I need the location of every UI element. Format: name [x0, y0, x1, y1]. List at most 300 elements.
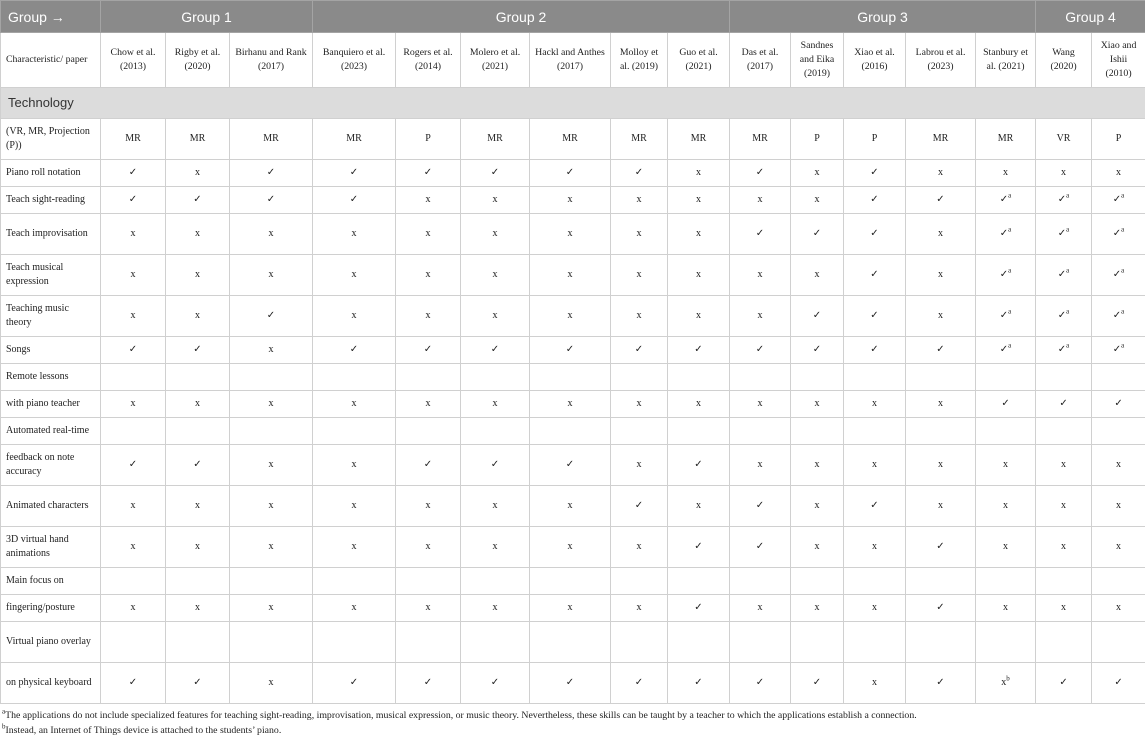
table-row: [1, 663, 1145, 704]
table-cell: [906, 296, 976, 337]
cell-value: ✓: [634, 344, 644, 355]
cell-value: x: [425, 541, 431, 552]
cell-value: x: [130, 602, 136, 613]
cell-value: x: [351, 228, 357, 239]
table-cell: [530, 119, 611, 160]
cell-value: x: [492, 398, 498, 409]
table-cell: [313, 187, 396, 214]
table-cell: [844, 445, 906, 486]
cell-value: x: [1003, 167, 1009, 178]
table-cell: [396, 445, 461, 486]
cell-value: ✓: [423, 167, 433, 178]
table-row: [1, 622, 1145, 663]
table-cell: [730, 364, 791, 391]
table-cell: [1092, 486, 1145, 527]
table-row: [1, 486, 1145, 527]
table-cell: [791, 418, 844, 445]
table-cell: [668, 527, 730, 568]
table-cell: [530, 622, 611, 663]
table-cell: [313, 418, 396, 445]
table-cell: [1036, 337, 1092, 364]
cell-value: MR: [752, 133, 768, 144]
table-cell: [101, 119, 166, 160]
table-cell: [396, 364, 461, 391]
cell-value: x: [130, 228, 136, 239]
table-cell: [976, 255, 1036, 296]
table-cell: [730, 187, 791, 214]
cell-value: x: [268, 344, 274, 355]
table-cell: [791, 214, 844, 255]
table-cell: [611, 296, 668, 337]
cell-value: x: [268, 602, 274, 613]
row-label: fingering/posture: [1, 595, 101, 622]
cell-value: ✓: [694, 344, 703, 355]
table-cell: [313, 364, 396, 391]
table-cell: [844, 595, 906, 622]
table-cell: [791, 595, 844, 622]
cell-value: MR: [997, 133, 1014, 144]
table-cell: [313, 527, 396, 568]
footnotes: [2, 709, 1142, 738]
table-cell: [101, 255, 166, 296]
table-cell: [668, 214, 730, 255]
table-cell: [1092, 527, 1145, 568]
cell-value: x: [195, 602, 200, 613]
cell-value: x: [195, 269, 200, 280]
table-cell: [461, 622, 530, 663]
cell-value: MR: [487, 133, 503, 144]
cell-value: MR: [263, 133, 279, 144]
footnote-marker: a: [1008, 307, 1012, 316]
table-row: [1, 391, 1145, 418]
cell-value: x: [567, 398, 573, 409]
table-cell: [730, 622, 791, 663]
cell-value: ✓: [266, 167, 276, 178]
footnote-a: [2, 709, 1142, 724]
cell-value: x: [1116, 541, 1122, 552]
cell-value: x: [1116, 602, 1122, 613]
cell-value: ✓: [634, 167, 644, 178]
table-cell: [611, 160, 668, 187]
table-cell: [668, 622, 730, 663]
cell-value: ✓: [193, 194, 202, 205]
cell-value: x: [636, 269, 642, 280]
table-cell: [1036, 255, 1092, 296]
table-cell: [611, 391, 668, 418]
group-2-cell: Group 2: [313, 1, 730, 33]
table-cell: [1036, 160, 1092, 187]
cell-value: ✓: [755, 167, 765, 178]
table-cell: [230, 187, 313, 214]
cell-value: ✓: [1112, 194, 1122, 205]
cell-value: ✓: [999, 228, 1009, 239]
table-cell: [976, 364, 1036, 391]
table-row: [1, 214, 1145, 255]
cell-value: ✓: [694, 677, 703, 688]
cell-value: ✓: [349, 677, 359, 688]
table-cell: [166, 622, 230, 663]
table-cell: [101, 568, 166, 595]
table-cell: [668, 568, 730, 595]
table-cell: [844, 568, 906, 595]
cell-value: ✓: [1057, 194, 1067, 205]
cell-value: ✓: [490, 459, 500, 470]
row-label: on physical keyboard: [1, 663, 101, 704]
cell-value: MR: [932, 133, 949, 144]
table-cell: [611, 622, 668, 663]
table-cell: [313, 337, 396, 364]
cell-value: ✓: [128, 459, 138, 470]
cell-value: P: [814, 133, 820, 144]
cell-value: ✓: [936, 602, 945, 613]
paper-header-cell: Sandnes and Eika (2019): [791, 33, 844, 88]
table-cell: [906, 663, 976, 704]
paper-header-cell: Molero et al. (2021): [461, 33, 530, 88]
cell-value: x: [130, 398, 136, 409]
cell-value: ✓: [490, 677, 500, 688]
table-cell: [668, 663, 730, 704]
cell-value: x: [1116, 167, 1122, 178]
cell-value: x: [492, 500, 498, 511]
cell-value: ✓: [128, 677, 138, 688]
table-cell: [611, 255, 668, 296]
table-cell: [166, 663, 230, 704]
cell-value: x: [938, 500, 943, 511]
footnote-marker: a: [1008, 225, 1012, 234]
table-cell: [230, 568, 313, 595]
table-cell: [1092, 296, 1145, 337]
row-label: Automated real-time: [1, 418, 101, 445]
table-cell: [461, 255, 530, 296]
table-cell: [461, 486, 530, 527]
cell-value: x: [872, 398, 877, 409]
table-cell: [101, 445, 166, 486]
table-cell: [730, 527, 791, 568]
table-cell: [166, 214, 230, 255]
table-cell: [730, 486, 791, 527]
table-cell: [791, 445, 844, 486]
cell-value: ✓: [423, 344, 433, 355]
table-cell: [230, 663, 313, 704]
table-cell: [844, 187, 906, 214]
table-cell: [976, 391, 1036, 418]
cell-value: x: [696, 398, 701, 409]
paper-header-cell: Hackl and Anthes (2017): [530, 33, 611, 88]
table-cell: [461, 160, 530, 187]
table-cell: [976, 418, 1036, 445]
table-cell: [906, 214, 976, 255]
cell-value: x: [814, 269, 820, 280]
table-cell: [1036, 445, 1092, 486]
table-cell: [1036, 214, 1092, 255]
table-cell: [906, 486, 976, 527]
table-cell: [166, 255, 230, 296]
table-cell: [1036, 568, 1092, 595]
paper-header-cell: Xiao et al. (2016): [844, 33, 906, 88]
table-cell: [730, 214, 791, 255]
table-cell: [230, 527, 313, 568]
cell-value: x: [351, 602, 357, 613]
table-cell: [101, 337, 166, 364]
cell-value: x: [696, 194, 701, 205]
cell-value: x: [195, 541, 200, 552]
footnote-marker: a: [1066, 225, 1070, 234]
table-cell: [976, 214, 1036, 255]
table-row: [1, 119, 1145, 160]
cell-value: x: [938, 398, 943, 409]
cell-value: x: [814, 459, 820, 470]
table-cell: [166, 486, 230, 527]
cell-value: ✓: [128, 194, 138, 205]
cell-value: x: [567, 602, 573, 613]
cell-value: ✓: [999, 269, 1009, 280]
cell-value: x: [492, 194, 498, 205]
cell-value: ✓: [812, 344, 822, 355]
cell-value: x: [757, 194, 763, 205]
table-cell: [230, 337, 313, 364]
cell-value: x: [130, 541, 136, 552]
table-cell: [611, 568, 668, 595]
cell-value: ✓: [193, 459, 202, 470]
table-cell: [1092, 622, 1145, 663]
row-label: 3D virtual hand animations: [1, 527, 101, 568]
cell-value: x: [757, 459, 763, 470]
table-row: [1, 187, 1145, 214]
cell-value: MR: [631, 133, 647, 144]
cell-value: x: [872, 677, 877, 688]
table-cell: [668, 595, 730, 622]
row-label: Teaching music theory: [1, 296, 101, 337]
table-cell: [166, 187, 230, 214]
footnote-marker: a: [1066, 341, 1070, 350]
cell-value: x: [757, 602, 763, 613]
table-cell: [530, 568, 611, 595]
table-row: [1, 364, 1145, 391]
table-cell: [1036, 391, 1092, 418]
cell-value: ✓: [423, 677, 433, 688]
cell-value: x: [268, 398, 274, 409]
table-cell: [730, 119, 791, 160]
cell-value: ✓: [936, 541, 945, 552]
table-row: [1, 568, 1145, 595]
table-cell: [530, 364, 611, 391]
table-cell: [906, 337, 976, 364]
table-cell: [611, 486, 668, 527]
cell-value: ✓: [490, 167, 500, 178]
table-cell: [730, 445, 791, 486]
cell-value: x: [1116, 459, 1122, 470]
table-cell: [230, 595, 313, 622]
table-cell: [396, 568, 461, 595]
table-cell: [396, 214, 461, 255]
table-cell: [976, 486, 1036, 527]
cell-value: x: [567, 194, 573, 205]
row-label: Songs: [1, 337, 101, 364]
table-cell: [396, 255, 461, 296]
table-cell: [668, 296, 730, 337]
cell-value: x: [1061, 602, 1067, 613]
cell-value: ✓: [266, 310, 276, 321]
table-cell: [730, 296, 791, 337]
table-cell: [166, 160, 230, 187]
table-cell: [166, 296, 230, 337]
table-cell: [976, 595, 1036, 622]
cell-value: x: [492, 310, 498, 321]
table-cell: [1036, 595, 1092, 622]
table-cell: [530, 663, 611, 704]
table-cell: [396, 595, 461, 622]
cell-value: x: [814, 602, 820, 613]
cell-value: ✓: [193, 344, 202, 355]
cell-value: ✓: [128, 344, 138, 355]
cell-value: P: [1115, 133, 1122, 144]
section-row: [1, 88, 1145, 119]
cell-value: x: [425, 269, 431, 280]
cell-value: ✓: [1057, 228, 1067, 239]
cell-value: x: [1003, 541, 1009, 552]
cell-value: x: [757, 269, 763, 280]
table-cell: [1036, 418, 1092, 445]
table-cell: [1092, 364, 1145, 391]
cell-value: ✓: [1059, 677, 1068, 688]
table-cell: [230, 214, 313, 255]
table-cell: [730, 595, 791, 622]
row-label: Main focus on: [1, 568, 101, 595]
cell-value: x: [696, 228, 701, 239]
table-cell: [230, 486, 313, 527]
cell-value: ✓: [694, 602, 703, 613]
table-cell: [530, 595, 611, 622]
table-cell: [530, 160, 611, 187]
table-cell: [976, 296, 1036, 337]
table-cell: [668, 364, 730, 391]
table-cell: [844, 418, 906, 445]
cell-value: x: [567, 500, 573, 511]
cell-value: x: [195, 500, 200, 511]
table-cell: [976, 622, 1036, 663]
cell-value: x: [814, 500, 820, 511]
table-cell: [730, 663, 791, 704]
cell-value: x: [567, 310, 573, 321]
table-cell: [313, 255, 396, 296]
table-cell: [906, 527, 976, 568]
cell-value: x: [567, 228, 573, 239]
cell-value: ✓: [193, 677, 202, 688]
section-title: Technology: [1, 88, 1145, 119]
table-cell: [530, 187, 611, 214]
cell-value: ✓: [1114, 677, 1123, 688]
table-cell: [906, 622, 976, 663]
table-cell: [313, 445, 396, 486]
row-label: Teach musical expression: [1, 255, 101, 296]
cell-value: ✓: [999, 310, 1009, 321]
table-cell: [668, 486, 730, 527]
table-cell: [791, 486, 844, 527]
table-cell: [230, 296, 313, 337]
table-cell: [461, 119, 530, 160]
table-cell: [730, 568, 791, 595]
table-cell: [101, 391, 166, 418]
cell-value: x: [130, 310, 136, 321]
cell-value: ✓: [349, 344, 359, 355]
group-1-cell: Group 1: [101, 1, 313, 33]
table-cell: [791, 337, 844, 364]
cell-value: x: [1003, 500, 1009, 511]
table-cell: [976, 445, 1036, 486]
cell-value: x: [938, 228, 943, 239]
table-cell: [1092, 337, 1145, 364]
cell-value: x: [938, 269, 943, 280]
paper-header-cell: Wang (2020): [1036, 33, 1092, 88]
paper-header-cell: Rogers et al. (2014): [396, 33, 461, 88]
table-cell: [530, 214, 611, 255]
cell-value: x: [268, 269, 274, 280]
row-label: (VR, MR, Projection (P)): [1, 119, 101, 160]
table-cell: [791, 568, 844, 595]
table-cell: [313, 568, 396, 595]
cell-value: P: [871, 133, 878, 144]
cell-value: ✓: [565, 459, 575, 470]
table-cell: [1036, 486, 1092, 527]
cell-value: x: [814, 398, 820, 409]
cell-value: ✓: [870, 310, 879, 321]
table-cell: [1036, 119, 1092, 160]
table-cell: [101, 296, 166, 337]
footnote-text: Instead, an Internet of Things device is attached to the students’ piano.: [5, 724, 282, 736]
cell-value: MR: [125, 133, 141, 144]
cell-value: ✓: [870, 344, 879, 355]
table-cell: [166, 391, 230, 418]
footnote-marker: a: [1121, 266, 1125, 275]
table-cell: [1036, 663, 1092, 704]
table-cell: [101, 214, 166, 255]
table-cell: [844, 255, 906, 296]
cell-value: ✓: [936, 194, 945, 205]
footnote-marker: a: [1008, 266, 1012, 275]
cell-value: x: [814, 541, 820, 552]
table-cell: [611, 364, 668, 391]
cell-value: x: [938, 310, 943, 321]
cell-value: x: [567, 541, 573, 552]
table-cell: [230, 445, 313, 486]
paper-header-cell: Birhanu and Rank (2017): [230, 33, 313, 88]
cell-value: ✓: [870, 269, 879, 280]
table-cell: [668, 255, 730, 296]
table-cell: [396, 119, 461, 160]
cell-value: x: [872, 602, 877, 613]
table-cell: [166, 527, 230, 568]
paper-header-cell: Xiao and Ishii (2010): [1092, 33, 1145, 88]
paper-header-cell: Labrou et al. (2023): [906, 33, 976, 88]
cell-value: ✓: [999, 194, 1009, 205]
table-cell: [530, 296, 611, 337]
footnote-marker: a: [2, 707, 6, 716]
table-cell: [1036, 527, 1092, 568]
table-row: [1, 337, 1145, 364]
table-cell: [976, 187, 1036, 214]
cell-value: ✓: [1112, 344, 1122, 355]
table-cell: [906, 364, 976, 391]
table-cell: [1092, 595, 1145, 622]
cell-value: ✓: [1059, 398, 1068, 409]
row-label: Virtual piano overlay: [1, 622, 101, 663]
table-cell: [461, 214, 530, 255]
cell-value: x: [130, 500, 136, 511]
table-cell: [1092, 214, 1145, 255]
table-cell: [906, 595, 976, 622]
cell-value: ✓: [755, 228, 765, 239]
table-cell: [611, 527, 668, 568]
